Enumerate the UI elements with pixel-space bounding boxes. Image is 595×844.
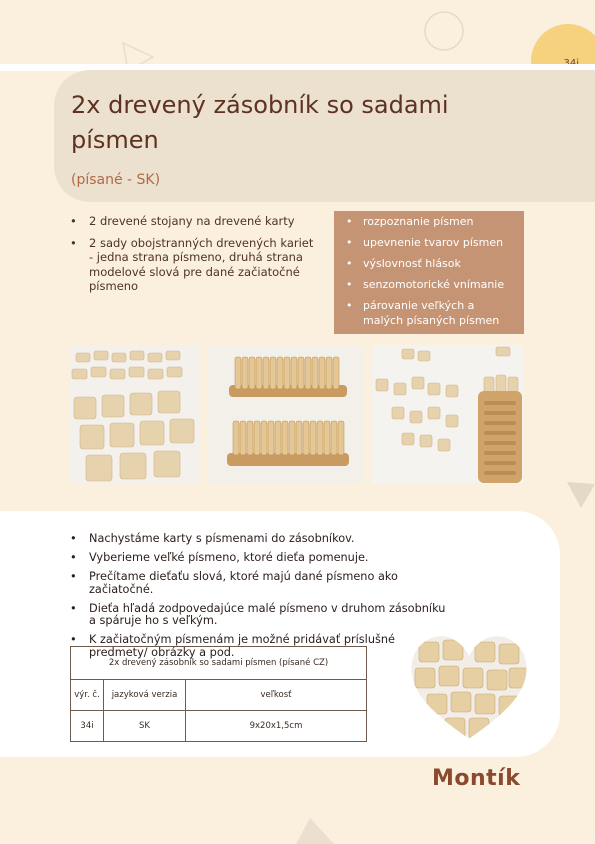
- spec-table: [70, 646, 367, 742]
- instruction-step: • Vyberieme veľké písmeno, ktoré dieťa pomenuje.: [70, 552, 455, 565]
- page-subtitle: (písané - SK): [71, 172, 161, 188]
- spec-cell-item-no: 34i: [71, 711, 104, 742]
- heart-product-photo: [405, 628, 533, 746]
- skill-item: • výslovnosť hlások: [346, 257, 516, 272]
- spec-table-caption: 2x drevený zásobník so sadami písmen (písané CZ): [71, 647, 367, 680]
- spec-cell-language: SK: [104, 711, 186, 742]
- skill-item: • párovanie veľkých a malých písaných písmen: [346, 299, 516, 328]
- product-photo-stands: [207, 345, 363, 484]
- contents-list: [70, 214, 315, 301]
- page-title: 2x drevený zásobník so sadami písmen: [71, 91, 449, 154]
- spec-cell-size: 9x20x1,5cm: [186, 711, 367, 742]
- skills-list: [346, 215, 516, 328]
- skill-item: • rozpoznanie písmen: [346, 215, 516, 230]
- skills-box: [334, 211, 524, 334]
- brand-logo: Montík: [432, 766, 521, 791]
- product-photo-cards: [70, 345, 199, 484]
- instruction-step: • Prečítame dieťaťu slová, ktoré majú dané písmeno ako začiatočné.: [70, 571, 455, 596]
- instruction-step: • Nachystáme karty s písmenami do zásobníkov.: [70, 533, 455, 546]
- contents-item: • 2 sady obojstranných drevených kariet - jedna strana písmeno, druhá strana modelové slová pre dané začiatočné písmeno: [70, 236, 315, 294]
- product-photo-set: [372, 345, 524, 484]
- triangle-decoration-right: [563, 478, 595, 512]
- skill-item: • upevnenie tvarov písmen: [346, 236, 516, 251]
- table-row: [71, 711, 367, 742]
- triangle-decoration-bottom: [296, 816, 336, 844]
- circle-outline-decoration: [422, 9, 466, 53]
- spec-header-language: jazyková verzia: [104, 680, 186, 711]
- instruction-step: • K začiatočným písmenám je možné pridávať príslušné predmety/ obrázky a pod.: [70, 634, 455, 659]
- instruction-step: • Dieťa hľadá zodpovedajúce malé písmeno v druhom zásobníku a spáruje ho s veľkým.: [70, 603, 455, 628]
- skill-item: • senzomotorické vnímanie: [346, 278, 516, 293]
- contents-item: • 2 drevené stojany na drevené karty: [70, 214, 315, 229]
- spec-header-size: veľkosť: [186, 680, 367, 711]
- spec-header-item-no: výr. č.: [71, 680, 104, 711]
